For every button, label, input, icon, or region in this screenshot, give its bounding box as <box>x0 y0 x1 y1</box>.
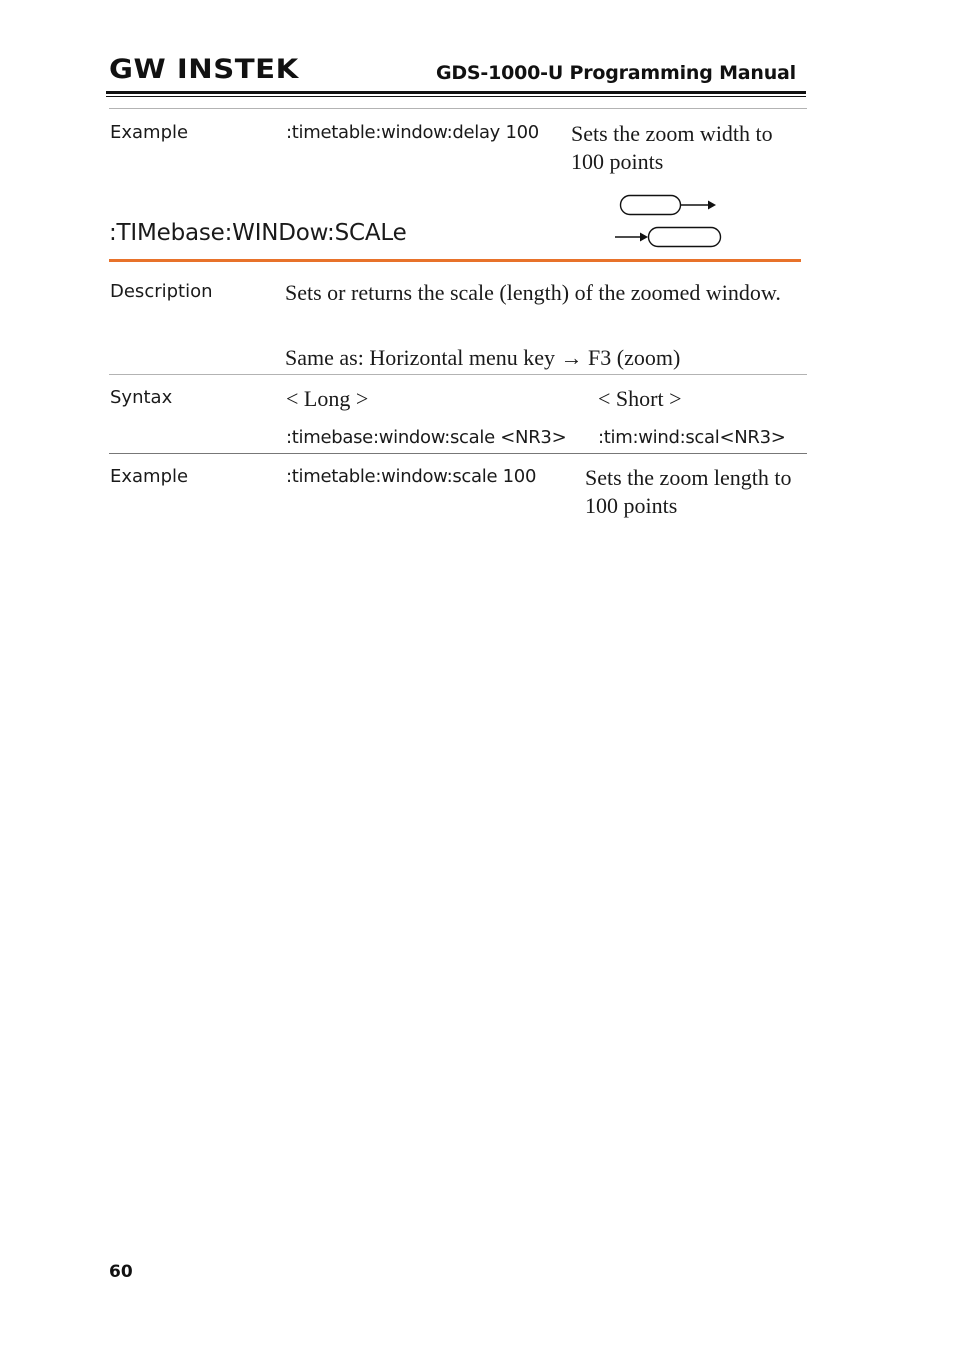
syntax-rule <box>109 453 807 454</box>
description-same-as: Same as: Horizontal menu key → F3 (zoom) <box>285 345 681 370</box>
syntax-label: Syntax <box>110 387 173 408</box>
syntax-long-form: :timebase:window:scale <NR3> <box>286 427 567 448</box>
manual-title: GDS-1000-U Programming Manual <box>435 62 796 84</box>
description-label: Description <box>110 281 213 302</box>
header-rule-thin <box>106 96 806 97</box>
top-table-rule <box>109 108 807 109</box>
prev-example-label: Example <box>110 122 189 143</box>
query-command-icon <box>612 222 724 252</box>
description-text: Sets or returns the scale (length) of the zoomed window. <box>285 280 781 305</box>
gw-instek-logo: GW INSTEK <box>109 54 299 85</box>
syntax-short-form: :tim:wind:scal<NR3> <box>598 427 786 448</box>
page-number: 60 <box>109 1262 133 1282</box>
prev-example-command: :timetable:window:delay 100 <box>286 122 539 143</box>
description-rule <box>109 374 807 375</box>
section-title: :TIMebase:WINDow:SCALe <box>109 220 407 246</box>
prev-example-description: Sets the zoom width to 100 points <box>571 121 773 174</box>
example-label: Example <box>110 466 189 487</box>
example-command: :timetable:window:scale 100 <box>286 466 537 487</box>
syntax-long-header: < Long > <box>286 386 369 411</box>
syntax-short-header: < Short > <box>598 386 682 411</box>
example-description: Sets the zoom length to 100 points <box>585 465 792 518</box>
header-rule-thick <box>106 91 806 94</box>
section-title-rule <box>109 259 801 262</box>
